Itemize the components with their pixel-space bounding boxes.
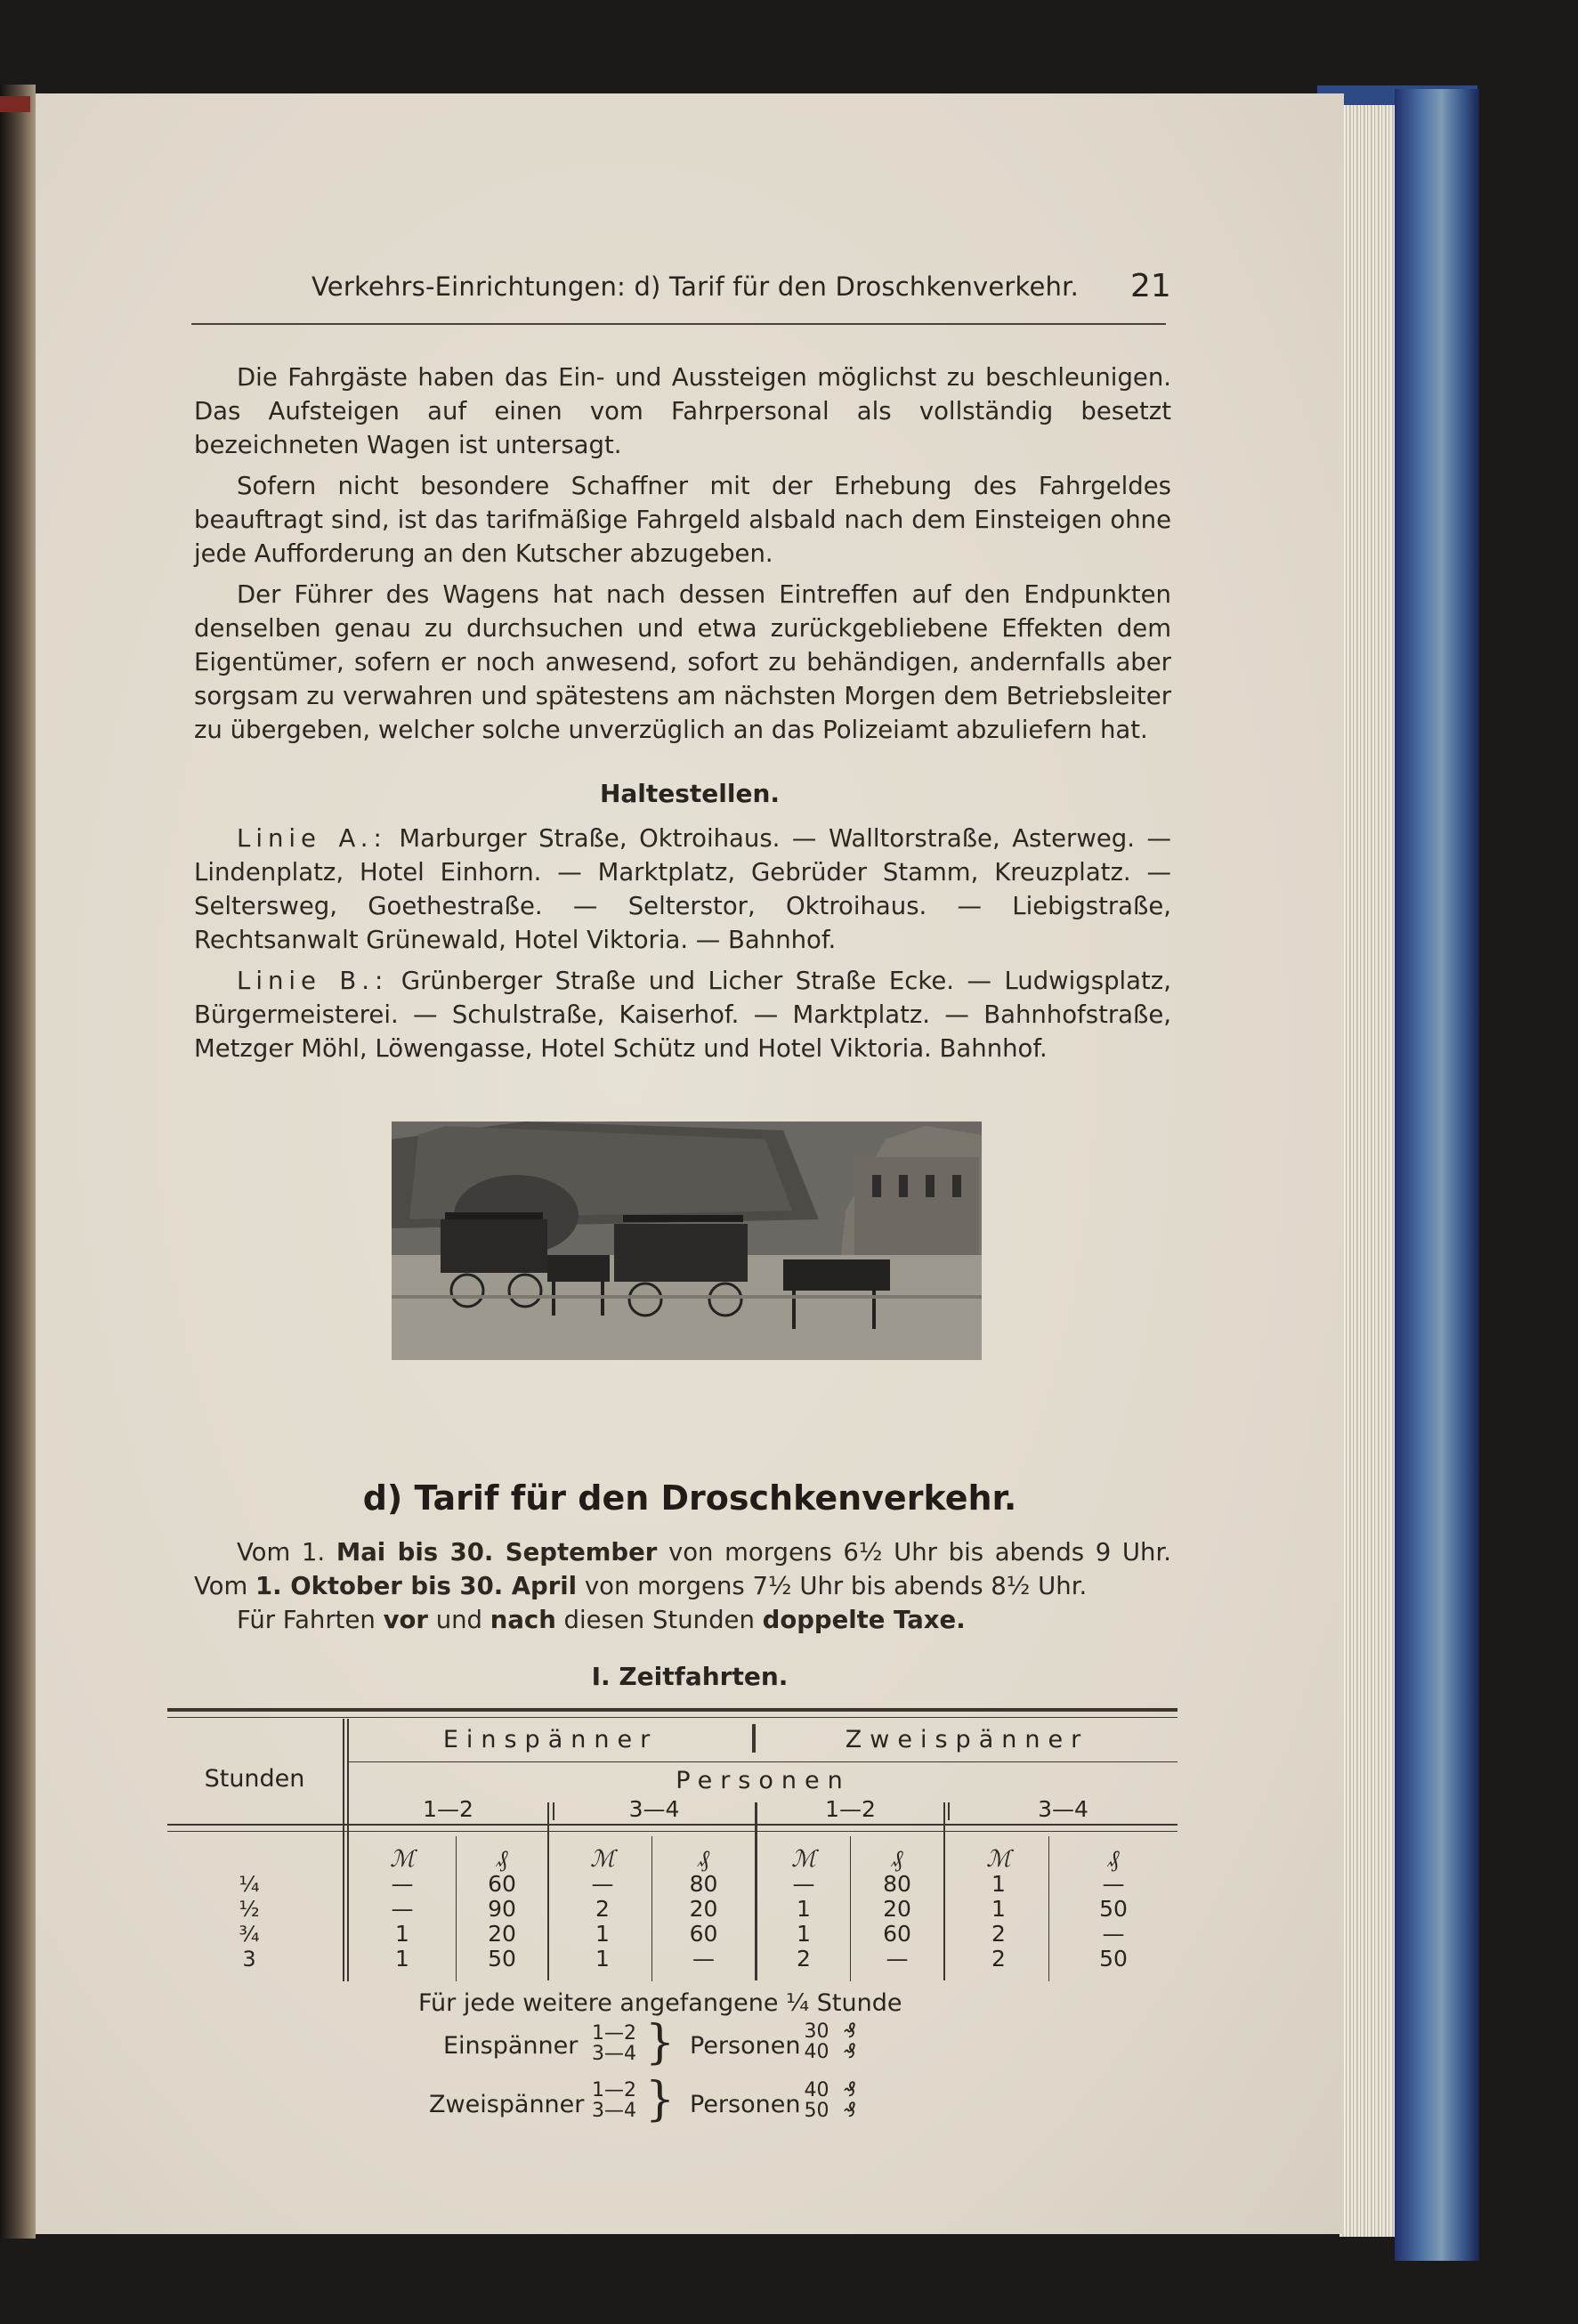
table-top-rule (167, 1708, 1177, 1712)
running-title: Verkehrs-Einrichtungen: d) Tarif für den Droschkenverkehr. (312, 271, 1080, 302)
footnote-prices (797, 2080, 837, 2121)
table-cell: 50 (1099, 1946, 1128, 1972)
einspaenner-header: Einspänner (442, 1726, 659, 1753)
intro-text: von morgens 7½ Uhr bis abends 8½ Uhr. (584, 1572, 1088, 1600)
footnote-prices (797, 2021, 837, 2062)
table-cell: — (1102, 1871, 1125, 1897)
book-page (36, 93, 1344, 2234)
footnote-groups (587, 2023, 641, 2064)
intro-text: und (435, 1606, 483, 1634)
table-cell: 1 (595, 1921, 610, 1947)
brace-icon: } (645, 2073, 676, 2126)
table-cell: — (591, 1871, 614, 1897)
mark-symbol: ℳ (390, 1846, 415, 1873)
table-column-line (547, 1802, 549, 1980)
tarif-table (36, 93, 1344, 2234)
table-cell: 1 (797, 1921, 811, 1947)
bookmark-ribbon (0, 96, 30, 112)
book-left-edge (0, 85, 36, 2239)
table-cell: 1 (395, 1946, 409, 1972)
table-cell: 20 (488, 1921, 516, 1947)
stunden-header: Stunden (204, 1765, 305, 1793)
intro-bold: nach (490, 1606, 556, 1634)
table-column-line (752, 1724, 756, 1753)
table-cell: — (391, 1896, 414, 1922)
table-cell: — (391, 1871, 414, 1897)
table-column-line (343, 1719, 344, 1981)
table-cell: 60 (488, 1871, 516, 1897)
table-header-rule-thin (167, 1831, 1177, 1832)
intro-text: diesen Stunden (563, 1606, 755, 1634)
table-cell: 1 (991, 1896, 1006, 1922)
line-label: Linie A.: (237, 824, 387, 853)
intro-text: Vom 1. (237, 1538, 326, 1567)
price: 30 (804, 2020, 829, 2043)
table-cell: 2 (595, 1896, 610, 1922)
intro-period-winter: 1. Oktober bis 30. April (255, 1572, 578, 1600)
group-label: 1—2 (592, 2022, 636, 2045)
price: 40 (804, 2079, 829, 2101)
price: 40 (804, 2041, 829, 2063)
table-rule (349, 1761, 1177, 1762)
pfennig-symbol: ₰ (844, 2100, 856, 2122)
stunden-cell: ¾ (239, 1922, 260, 1947)
page-number: 21 (1130, 268, 1171, 304)
table-cell: 1 (991, 1871, 1006, 1897)
paragraph: Der Führer des Wagens hat nach dessen Eintreffen auf den Endpunkten denselben genau zu durchsuchen und etwa zurückgebliebene Effekten dem Eigentümer, sofern er noch anwesend, sofort zu behändigen, andernfalls aber sorgsam zu verwahren und spätestens am nächsten Morgen dem Betriebsleiter zu übergeben, welcher solche unverzüglich an das Polizeiamt abzuliefern hat. (194, 580, 1171, 744)
pfennig-symbol: ₰ (698, 1846, 709, 1873)
table-cell: 20 (883, 1896, 911, 1922)
table-cell: 2 (991, 1921, 1006, 1947)
paragraph: Die Fahrgäste haben das Ein- und Aussteigen möglichst zu beschleunigen. Das Aufsteigen auf einen vom Fahrpersonal als vollständig besetzt bezeichneten Wagen ist untersagt. (194, 363, 1171, 459)
table-header-rule (167, 1824, 1177, 1826)
pfennig-symbol: ₰ (496, 1846, 508, 1873)
table-cell: 2 (797, 1946, 811, 1972)
table-cell: — (692, 1946, 715, 1972)
brace-icon: } (645, 2016, 676, 2069)
footnote-groups (587, 2080, 641, 2121)
mark-symbol: ℳ (791, 1846, 816, 1873)
intro-bold: vor (383, 1606, 428, 1634)
pfennig-symbol: ₰ (844, 2020, 856, 2043)
footnote-zweispaenner: Zweispänner (429, 2091, 585, 2118)
footnote-pf (837, 2080, 863, 2121)
table-cell: 80 (689, 1871, 718, 1897)
table-cell: 80 (883, 1871, 911, 1897)
footnote-personen: Personen (690, 2091, 801, 2118)
group-label: 1—2 (592, 2079, 636, 2101)
group-label: 3—4 (592, 2100, 636, 2122)
table-cell: — (1102, 1921, 1125, 1947)
footnote-einspaenner: Einspänner (443, 2032, 579, 2060)
tarif-heading: d) Tarif für den Droschkenverkehr. (362, 1478, 1017, 1518)
group-zweispaenner-3-4: 3—4 (1038, 1796, 1088, 1822)
table-cell: 1 (595, 1946, 610, 1972)
footnote-personen: Personen (690, 2032, 801, 2060)
pfennig-symbol: ₰ (891, 1846, 903, 1873)
table-cell: 50 (1099, 1896, 1128, 1922)
line-stops: Grünberger Straße und Licher Straße Ecke. — Ludwigsplatz, Bürgermeisterei. — Schulstraße, Kaiserhof. — Marktplatz. — Bahnhofstraße, Metzger Möhl, Löwengasse, Hotel Schütz und Hotel Viktoria. Bahnhof. (194, 967, 1171, 1063)
intro-text: Für Fahrten (237, 1606, 376, 1634)
table-column-line (943, 1802, 945, 1980)
line-stops: Marburger Straße, Oktroihaus. — Walltorstraße, Asterweg. — Lindenplatz, Hotel Einhorn. — Marktplatz, Gebrüder Stamm, Kreuzplatz. — Seltersweg, Goethestraße. — Selterstor, Oktroihaus. — Liebigstraße, Rechtsanwalt Grünewald, Hotel Viktoria. — Bahnhof. (194, 824, 1172, 954)
table-cell: 60 (883, 1921, 911, 1947)
table-cell: — (886, 1946, 909, 1972)
group-einspaenner-1-2: 1—2 (423, 1796, 473, 1822)
table-cell: 1 (797, 1896, 811, 1922)
intro-period-summer: Mai bis 30. September (336, 1538, 658, 1567)
stunden-cell: 3 (242, 1947, 256, 1972)
table-cell: 20 (689, 1896, 718, 1922)
page-edges (1339, 105, 1395, 2237)
stunden-cell: ½ (239, 1897, 260, 1922)
zweispaenner-header: Zweispänner (845, 1726, 1089, 1753)
paragraph: Sofern nicht besondere Schaffner mit der Erhebung des Fahrgeldes beauftragt sind, ist das tarifmäßige Fahrgeld alsbald nach dem Einsteigen ohne jede Aufforderung an den Kutscher abzugeben. (194, 472, 1171, 568)
personen-header: Personen (676, 1767, 851, 1794)
table-top-rule-thin (167, 1717, 1177, 1718)
haltestellen-heading: Haltestellen. (599, 779, 781, 808)
pfennig-symbol: ₰ (844, 2041, 856, 2063)
intro-bold: doppelte Taxe. (762, 1606, 966, 1634)
footnote-text: Für jede weitere angefangene ¼ Stunde (418, 1989, 902, 2017)
table-cell: 90 (488, 1896, 516, 1922)
stunden-cell: ¼ (239, 1872, 260, 1897)
group-einspaenner-3-4: 3—4 (628, 1796, 680, 1822)
book-cover-spine (1395, 89, 1479, 2261)
mark-symbol: ℳ (986, 1846, 1011, 1873)
group-label: 3—4 (592, 2043, 636, 2065)
intro-text: von morgens 6½ Uhr bis abends 9 Uhr. Vom (194, 1538, 1171, 1600)
pfennig-symbol: ₰ (1107, 1846, 1120, 1873)
table-cell: 2 (991, 1946, 1006, 1972)
mark-symbol: ℳ (590, 1846, 615, 1873)
table-cell: 60 (689, 1921, 718, 1947)
footnote-pf (837, 2021, 863, 2062)
line-label: Linie B.: (237, 967, 389, 995)
table-cell: — (792, 1871, 815, 1897)
table-cell: 1 (395, 1921, 409, 1947)
price: 50 (804, 2100, 829, 2122)
table-cell: 50 (488, 1946, 516, 1972)
pfennig-symbol: ₰ (844, 2079, 856, 2101)
zeitfahrten-heading: I. Zeitfahrten. (591, 1662, 789, 1691)
group-zweispaenner-1-2: 1—2 (825, 1796, 876, 1822)
